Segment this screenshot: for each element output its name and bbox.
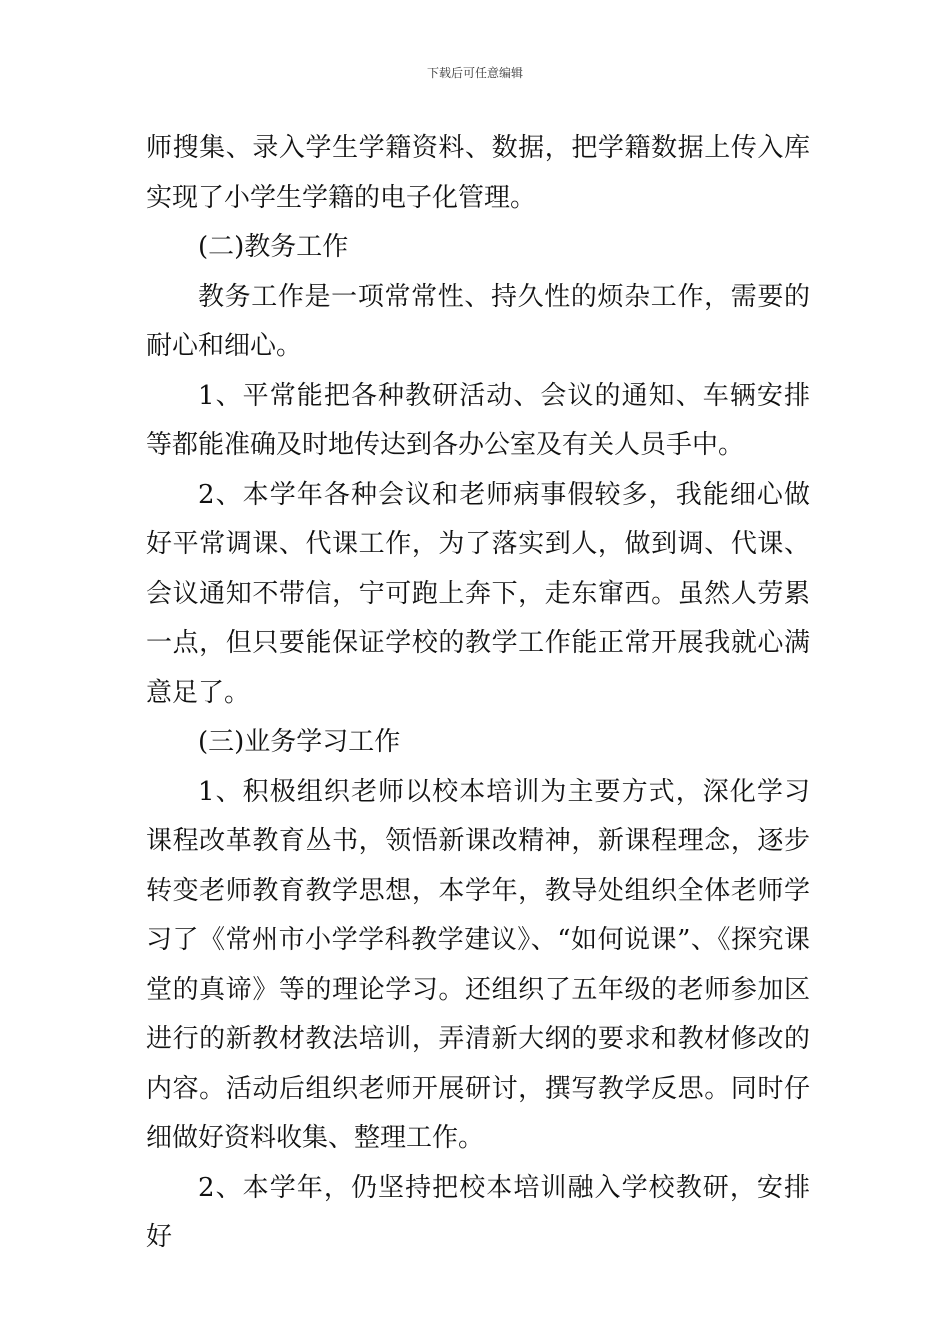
- paragraph-item-notifications: 1、平常能把各种教研活动、会议的通知、车辆安排等都能准确及时地传达到各办公室及有关人员手中。: [146, 380, 810, 460]
- page-header: 下载后可任意编辑: [426, 66, 523, 80]
- section-heading-professional-study: (三)业务学习工作: [198, 727, 401, 757]
- section-heading-academic-affairs: (二)教务工作: [198, 232, 349, 262]
- paragraph-student-records: 师搜集、录入学生学籍资料、数据，把学籍数据上传入库实现了小学生学籍的电子化管理。: [146, 133, 810, 213]
- paragraph-item-school-based-training: 2、本学年，仍坚持把校本培训融入学校教研，安排好: [146, 1172, 810, 1252]
- paragraph-item-teacher-training: 1、积极组织老师以校本培训为主要方式，深化学习课程改革教育丛书，领悟新课改精神，新课程理念，逐步转变老师教育教学思想，本学年，教导处组织全体老师学习了《常州市小学学科教学建议》、“如何说课”、《探究课堂的真谛》等的理论学习。还组织了五年级的老师参加区进行的新教材教法培训，弄清新大纲的要求和教材修改的内容。活动后组织老师开展研讨，撰写教学反思。同时仔细做好资料收集、整理工作。: [146, 776, 810, 1153]
- paragraph-item-substitute-classes: 2、本学年各种会议和老师病事假较多，我能细心做好平常调课、代课工作，为了落实到人，做到调、代课、会议通知不带信，宁可跑上奔下，走东窜西。虽然人劳累一点，但只要能保证学校的教学工作能正常开展我就心满意足了。: [146, 479, 810, 708]
- document-body: [146, 124, 810, 1263]
- paragraph-academic-affairs-intro: 教务工作是一项常常性、持久性的烦杂工作，需要的耐心和细心。: [146, 281, 810, 361]
